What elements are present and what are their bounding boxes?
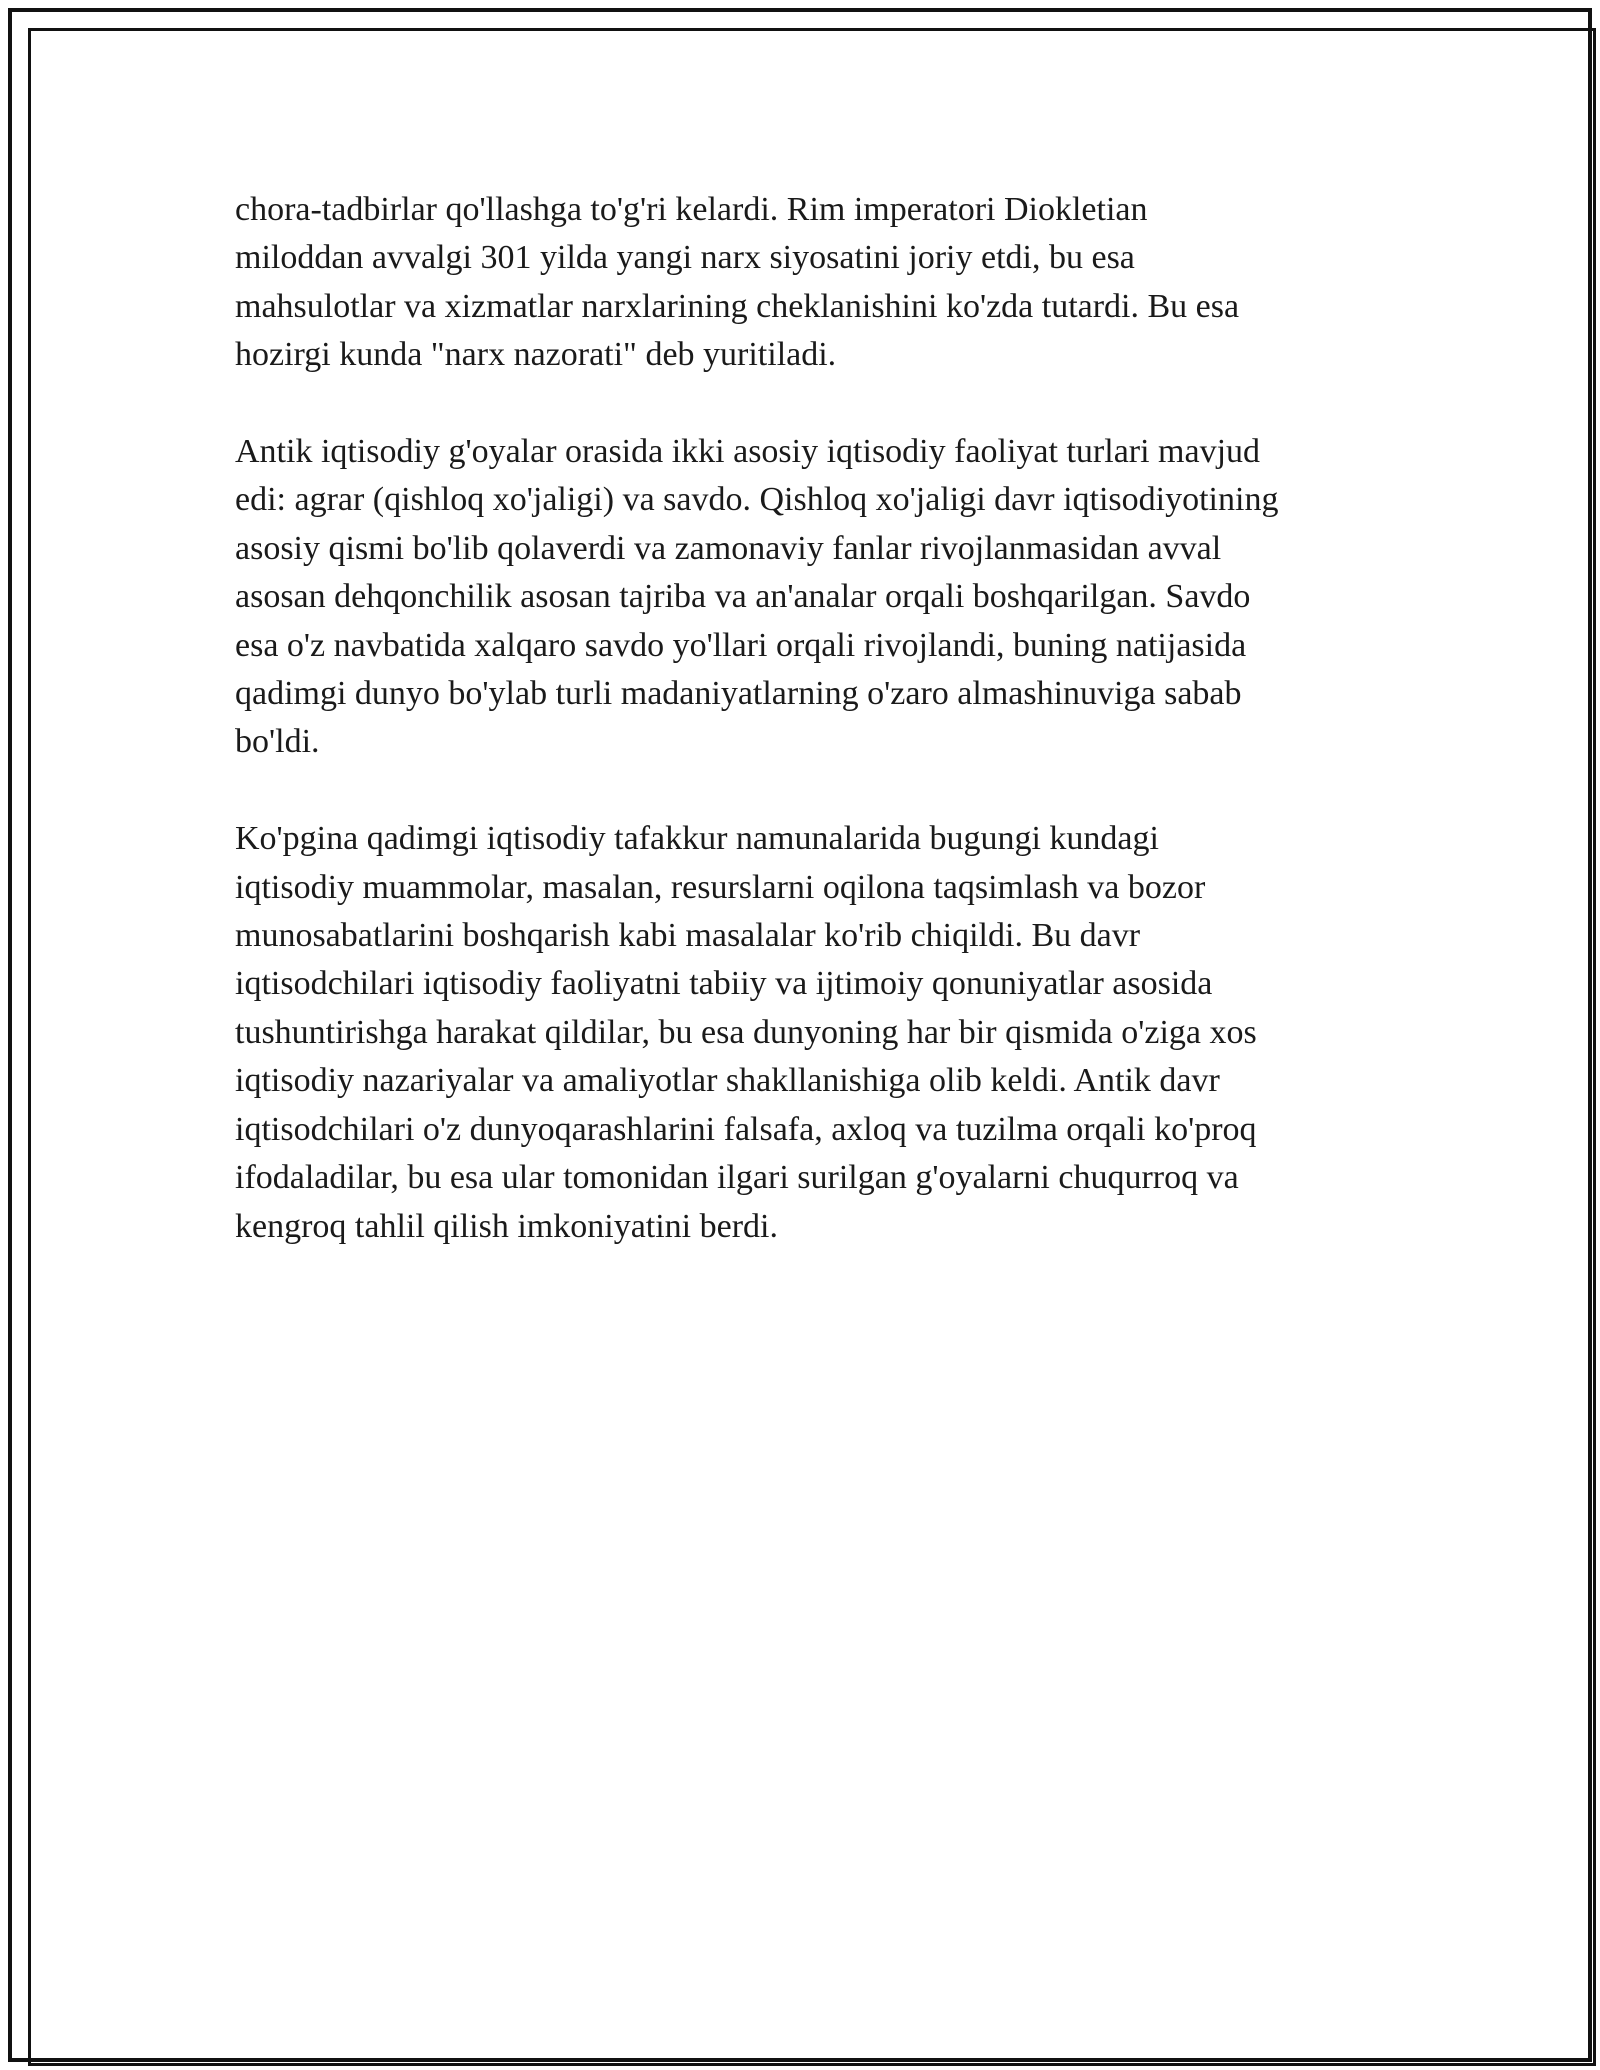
text-line: chora-tadbirlar qo'llashga to'g'ri kelardi. Rim imperatori Diokletian [235, 191, 1148, 228]
text-line: iqtisodiy muammolar, masalan, resurslarni oqilona taqsimlash va bozor [235, 868, 1206, 906]
text-line: iqtisodchilari iqtisodiy faoliyatni tabiiy va ijtimoiy qonuniyatlar asosida [235, 965, 1213, 1003]
text-line: iqtisodiy nazariyalar va amaliyotlar shakllanishiga olib keldi. Antik davr [235, 1062, 1220, 1100]
text-line: asosan dehqonchilik asosan tajriba va an'analar orqali boshqarilgan. Savdo [235, 578, 1251, 616]
text-line: munosabatlarini boshqarish kabi masalalar ko'rib chiqildi. Bu davr [235, 917, 1141, 955]
text-line: qadimgi dunyo bo'ylab turli madaniyatlarning o'zaro almashinuviga sabab [235, 675, 1242, 713]
text-line: asosiy qismi bo'lib qolaverdi va zamonaviy fanlar rivojlanmasidan avval [235, 529, 1222, 567]
text-line: bo'ldi. [235, 723, 320, 761]
text-line: hozirgi kunda "narx nazorati" deb yuritiladi. [235, 336, 837, 374]
text-line: tushuntirishga harakat qildilar, bu esa dunyoning har bir qismida o'ziga xos [235, 1013, 1257, 1051]
text-line: Ko'pgina qadimgi iqtisodiy tafakkur namunalarida bugungi kundagi [235, 820, 1159, 858]
text-line: kengroq tahlil qilish imkoniyatini berdi. [235, 1207, 778, 1245]
paragraph-3 [235, 815, 1375, 1251]
text-line: ifodaladilar, bu esa ular tomonidan ilgari surilgan g'oyalarni chuqurroq va [235, 1159, 1239, 1197]
text-line: iqtisodchilari o'z dunyoqarashlarini falsafa, axloq va tuzilma orqali ko'proq [235, 1110, 1257, 1148]
text-line: edi: agrar (qishloq xo'jaligi) va savdo. Qishloq xo'jaligi davr iqtisodiyotining [235, 481, 1279, 519]
text-line: miloddan avvalgi 301 yilda yangi narx siyosatini joriy etdi, bu esa [235, 239, 1135, 277]
text-line: esa o'z navbatida xalqaro savdo yo'llari orqali rivojlandi, buning natijasida [235, 626, 1247, 664]
text-line: mahsulotlar va xizmatlar narxlarining cheklanishini ko'zda tutardi. Bu esa [235, 287, 1240, 325]
paragraph-2 [235, 428, 1375, 767]
text-line: Antik iqtisodiy g'oyalar orasida ikki asosiy iqtisodiy faoliyat turlari mavjud [235, 433, 1261, 471]
document-body [235, 186, 1375, 1299]
paragraph-1 [235, 186, 1375, 380]
